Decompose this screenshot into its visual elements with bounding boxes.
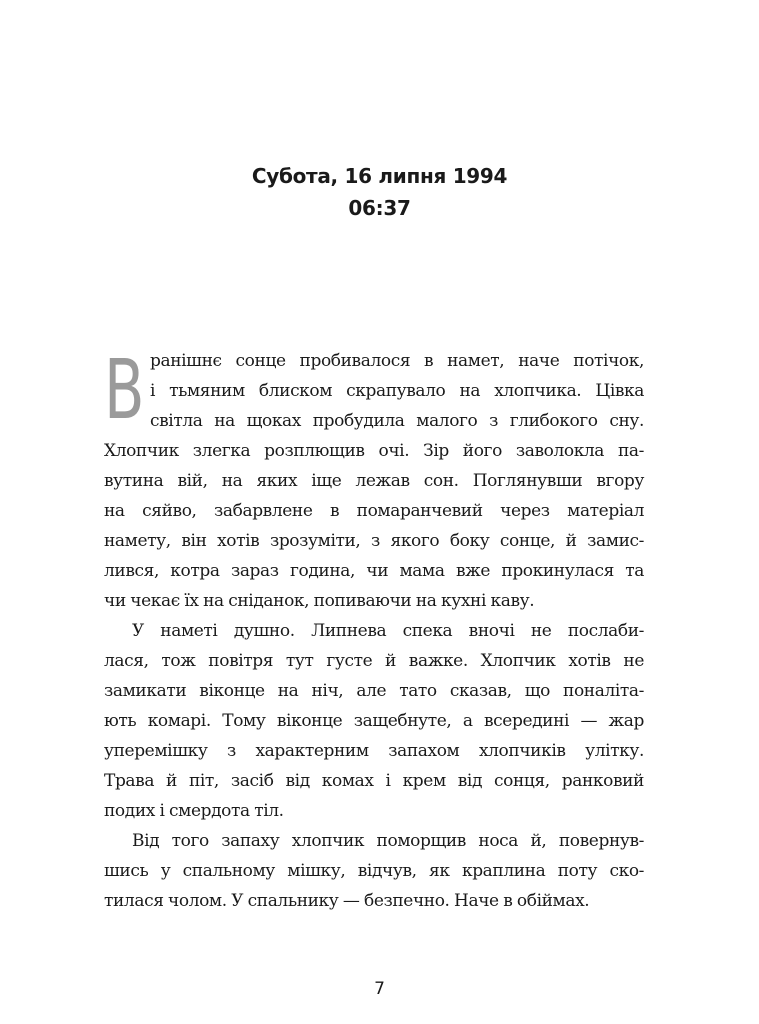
text-line: намету, він хотів зрозуміти, з якого боку сонце, й замис- — [104, 531, 644, 551]
chapter-heading — [0, 160, 759, 224]
text-line: чи чекає їх на сніданок, попиваючи на кухні каву. — [104, 591, 535, 611]
page-number: 7 — [374, 979, 385, 999]
body-text — [104, 343, 644, 916]
text-line: і тьмяним блиском скрапувало на хлопчика. Цівка — [150, 381, 644, 401]
paragraph-1 — [104, 343, 644, 616]
text-line: уперемішку з характерним запахом хлопчиків улітку. — [104, 741, 644, 761]
text-line: замикати віконце на ніч, але тато сказав, що поналіта- — [104, 681, 644, 701]
text-line: Хлопчик злегка розплющив очі. Зір його заволокла па- — [104, 441, 644, 461]
drop-cap: В — [104, 343, 145, 438]
text-line: подих і смердота тіл. — [104, 801, 284, 821]
text-line: Від того запаху хлопчик поморщив носа й, повернув- — [132, 831, 644, 851]
chapter-time: 06:37 — [348, 196, 411, 220]
text-line: ють комарі. Тому віконце защебнуте, а всередині — жар — [104, 711, 644, 731]
text-line: У наметі душно. Липнева спека вночі не послаби- — [132, 621, 644, 641]
text-line: лася, тож повітря тут густе й важке. Хлопчик хотів не — [104, 651, 644, 671]
paragraph-2 — [104, 616, 644, 826]
text-line: ранішнє сонце пробивалося в намет, наче потічок, — [150, 351, 644, 371]
text-line: світла на щоках пробудила малого з глибокого сну. — [150, 411, 644, 431]
text-line: Трава й піт, засіб від комах і крем від сонця, ранковий — [104, 771, 644, 791]
text-line: шись у спальному мішку, відчув, як краплина поту ско- — [104, 861, 644, 881]
paragraph-3 — [104, 826, 644, 916]
text-line: вутина вій, на яких іще лежав сон. Поглянувши вгору — [104, 471, 644, 491]
chapter-date: Субота, 16 липня 1994 — [251, 164, 508, 188]
text-line: лився, котра зараз година, чи мама вже прокинулася та — [104, 561, 644, 581]
text-line: тилася чолом. У спальнику — безпечно. Наче в обіймах. — [104, 891, 590, 911]
text-line: на сяйво, забарвлене в помаранчевий через матеріал — [104, 501, 644, 521]
